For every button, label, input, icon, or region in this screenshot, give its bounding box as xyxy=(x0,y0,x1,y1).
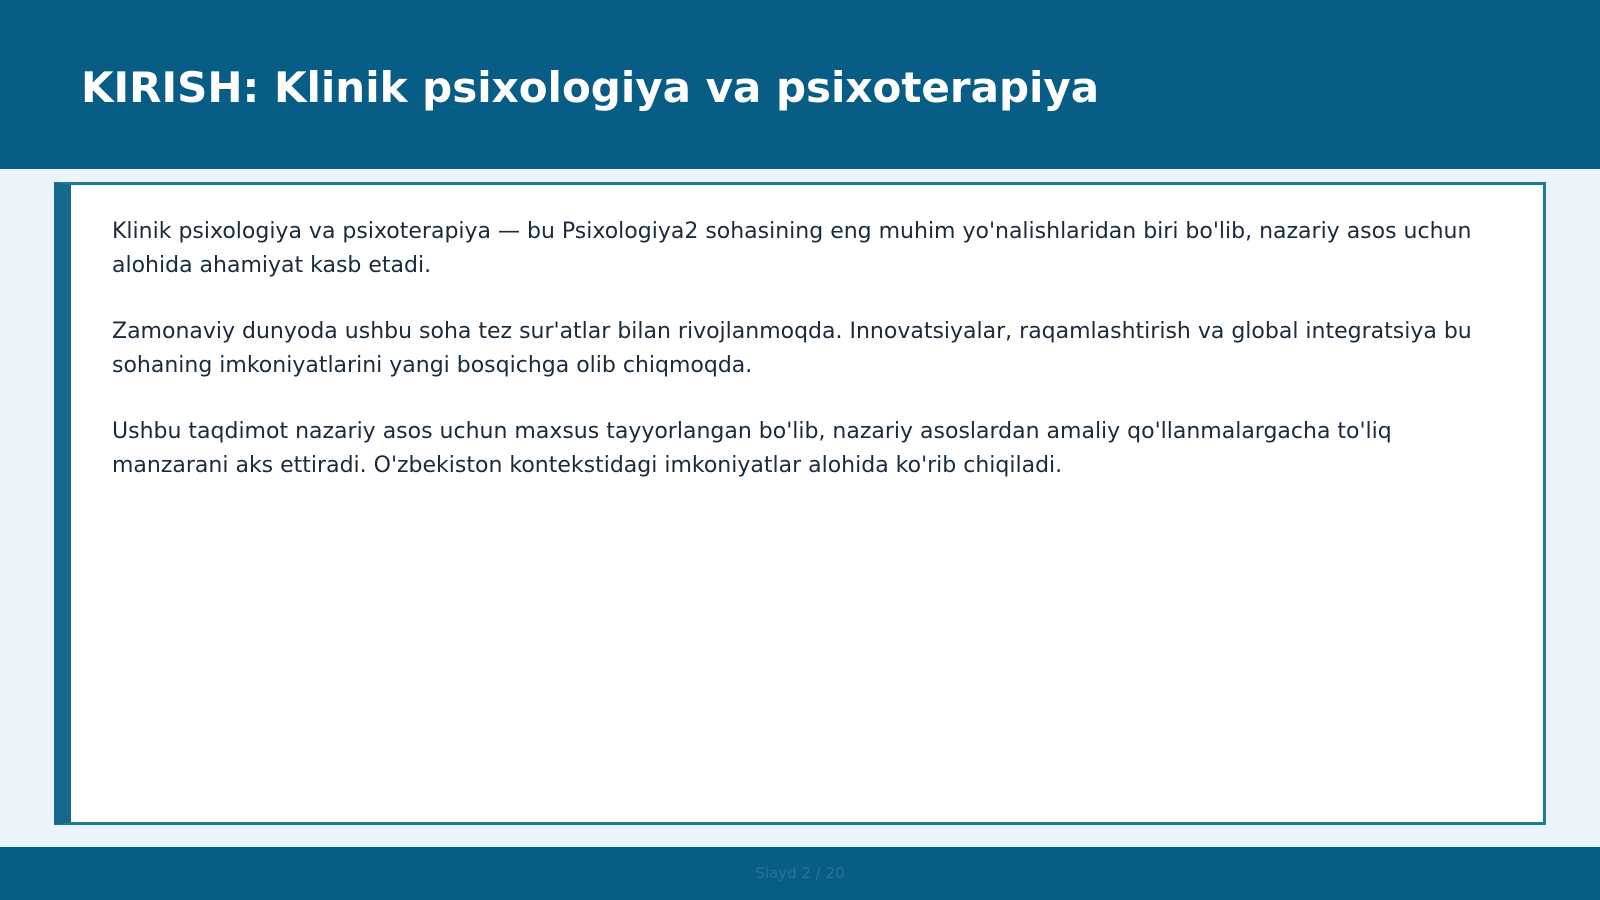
slide-title: KIRISH: Klinik psixologiya va psixoterapiya xyxy=(81,63,1100,112)
content-card xyxy=(54,182,1546,825)
intro-paragraph-1: Klinik psixologiya va psixoterapiya — bu Psixologiya2 sohasining eng muhim yo'nalishlaridan biri bo'lib, nazariy asos uchun alohida ahamiyat kasb etadi. xyxy=(112,219,1472,278)
slide-header xyxy=(0,0,1600,169)
slide-number: Slayd 2 / 20 xyxy=(755,864,845,882)
intro-paragraph-3: Ushbu taqdimot nazariy asos uchun maxsus tayyorlangan bo'lib, nazariy asoslardan amaliy qo'llanmalargacha to'liq manzarani aks ettiradi. O'zbekiston kontekstidagi imkoniyatlar alohida ko'rib chiqiladi. xyxy=(112,419,1392,478)
slide-footer xyxy=(0,847,1600,900)
intro-paragraph-2: Zamonaviy dunyoda ushbu soha tez sur'atlar bilan rivojlanmoqda. Innovatsiyalar, raqamlashtirish va global integratsiya bu sohaning imkoniyatlarini yangi bosqichga olib chiqmoqda. xyxy=(112,319,1472,378)
